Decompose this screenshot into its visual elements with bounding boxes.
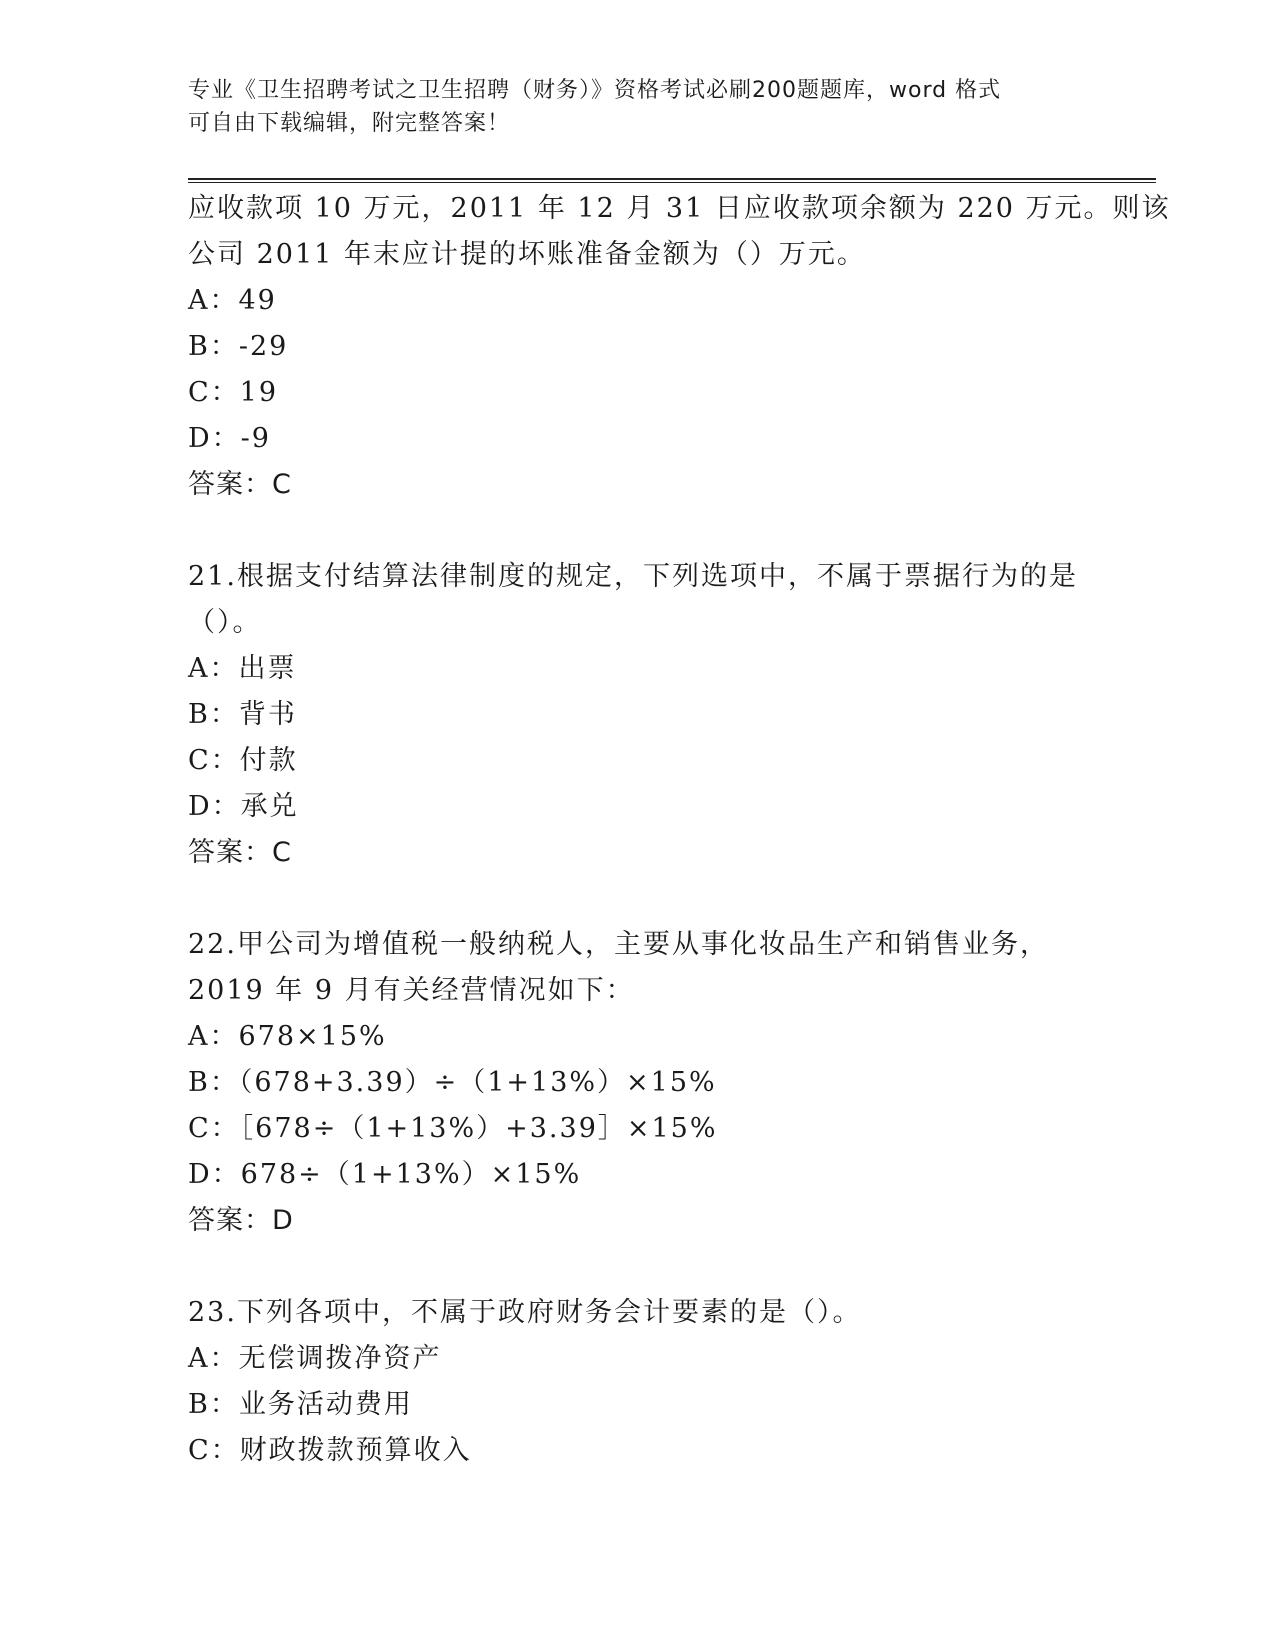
question-stem-line: 23.下列各项中，不属于政府财务会计要素的是（）。 (188, 1297, 862, 1328)
answer-line: 答案：D (188, 1205, 294, 1236)
question-20-continued (188, 186, 1171, 508)
question-22 (188, 922, 1088, 1244)
question-spacer (188, 876, 1088, 922)
option-c: C：财政拨款预算收入 (188, 1435, 472, 1466)
question-21 (188, 554, 1088, 876)
option-b: B：-29 (188, 331, 289, 362)
option-c: C：［678÷（1+13%）+3.39］×15% (188, 1113, 718, 1144)
option-d: D：678÷（1+13%）×15% (188, 1159, 582, 1190)
option-d: D：-9 (188, 423, 271, 454)
document-header (188, 74, 1088, 140)
option-a: A：678×15% (188, 1021, 387, 1052)
question-stem-line: 公司 2011 年末应计提的坏账准备金额为（）万元。 (188, 239, 866, 270)
header-title-line-2: 可自由下载编辑，附完整答案！ (188, 111, 511, 136)
question-23 (188, 1290, 1088, 1474)
question-list (188, 186, 1171, 1474)
answer-line: 答案：C (188, 469, 292, 500)
question-stem-line: 2019 年 9 月有关经营情况如下： (188, 975, 635, 1006)
option-a: A：出票 (188, 653, 297, 684)
option-a: A：49 (188, 285, 277, 316)
question-spacer (188, 508, 1088, 554)
option-b: B：（678+3.39）÷（1+13%）×15% (188, 1067, 717, 1098)
option-d: D：承兑 (188, 791, 299, 822)
header-title-line-1: 专业《卫生招聘考试之卫生招聘（财务）》资格考试必刷200题题库，word 格式 (188, 78, 1002, 103)
question-stem-line: 21.根据支付结算法律制度的规定，下列选项中，不属于票据行为的是 (188, 561, 1078, 592)
question-stem-line: 22.甲公司为增值税一般纳税人，主要从事化妆品生产和销售业务， (188, 929, 1049, 960)
question-spacer (188, 1244, 1088, 1290)
answer-line: 答案：C (188, 837, 292, 868)
option-c: C：19 (188, 377, 279, 408)
option-b: B：背书 (188, 699, 297, 730)
header-divider (188, 178, 1156, 183)
question-stem-line: 应收款项 10 万元，2011 年 12 月 31 日应收款项余额为 220 万元。则该 (188, 193, 1171, 224)
question-stem-line: （）。 (188, 607, 262, 638)
option-b: B：业务活动费用 (188, 1389, 413, 1420)
option-c: C：付款 (188, 745, 298, 776)
option-a: A：无偿调拨净资产 (188, 1343, 442, 1374)
